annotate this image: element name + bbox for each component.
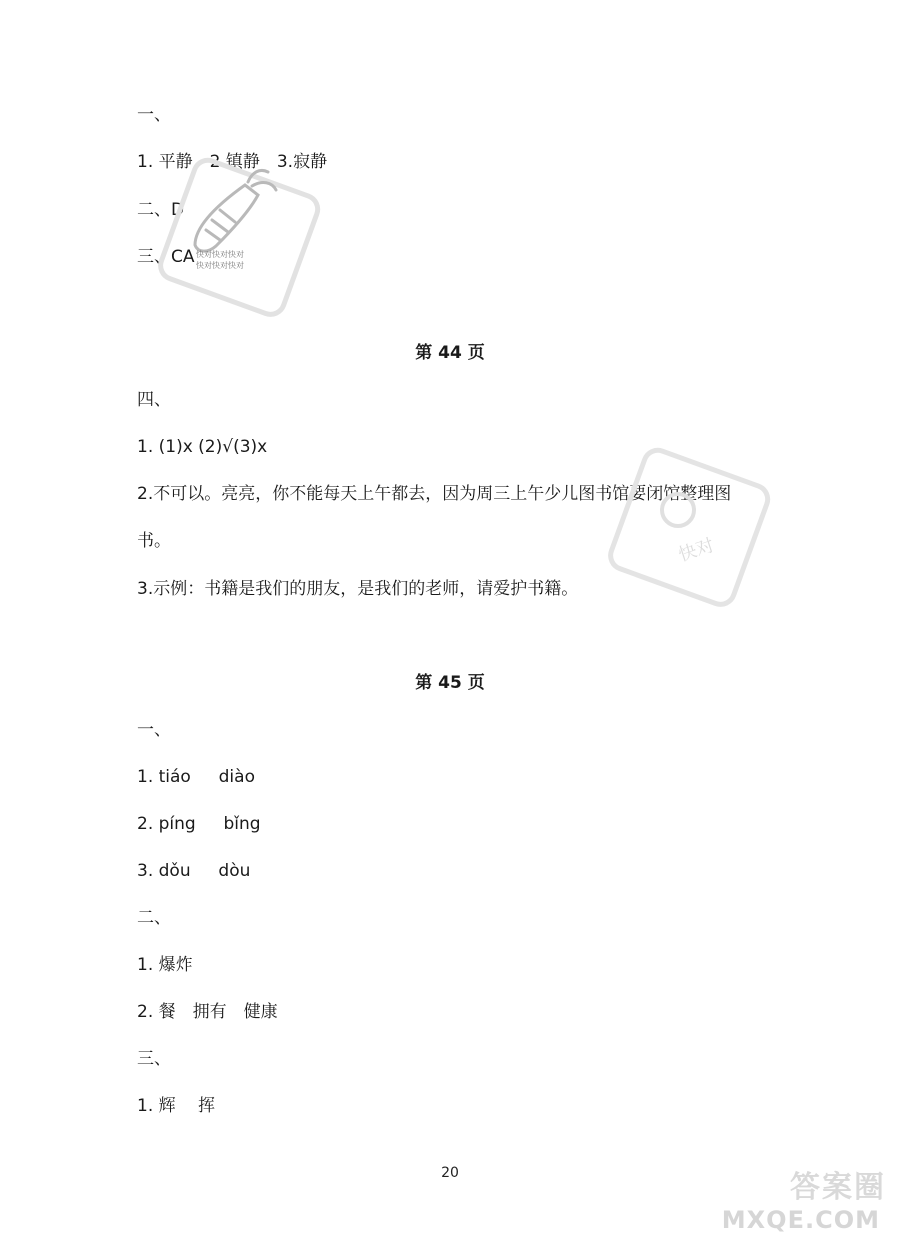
watermark-text: 快对快对快对	[196, 250, 244, 259]
answer-line: 三、CA	[137, 247, 195, 267]
answer-line: 2. 餐 拥有 健康	[137, 1002, 278, 1022]
section-1-header: 一、	[137, 105, 171, 125]
answer-line: 1. 爆炸	[137, 955, 193, 975]
section-header: 四、	[137, 390, 171, 410]
answer-line: 2. píng bǐng	[137, 814, 261, 834]
answer-line: 1. 辉 挥	[137, 1096, 216, 1116]
watermark-stamp-2	[590, 440, 790, 610]
section-header: 二、	[137, 908, 171, 928]
brand-cn-text: 答案圈	[790, 1170, 886, 1205]
answer-line: 3. dǒu dòu	[137, 861, 251, 881]
page-number: 20	[441, 1165, 459, 1181]
answer-line: 二、D	[137, 200, 185, 220]
carrot-icon	[140, 150, 340, 320]
brand-text: MXQE.COM	[721, 1206, 880, 1234]
page-heading: 第 44 页	[415, 343, 485, 363]
answer-line: 1. 平静 2.镇静 3.寂静	[137, 152, 328, 172]
answer-line: 1. tiáo diào	[137, 767, 255, 787]
page-heading: 第 45 页	[415, 673, 485, 693]
answer-line: 3.示例：书籍是我们的朋友，是我们的老师，请爱护书籍。	[137, 579, 579, 599]
watermark-stamp-1	[140, 150, 340, 320]
section-header: 三、	[137, 1049, 171, 1069]
answer-line: 2.不可以。亮亮，你不能每天上午都去，因为周三上午少儿图书馆要闭馆整理图	[137, 484, 732, 504]
answer-line: 书。	[137, 531, 171, 551]
answer-line: 1. (1)x (2)√(3)x	[137, 437, 268, 457]
section-header: 一、	[137, 720, 171, 740]
stamp-icon	[590, 440, 790, 610]
watermark-label: 快对	[676, 534, 717, 566]
watermark-text: 快对快对快对	[196, 261, 244, 270]
